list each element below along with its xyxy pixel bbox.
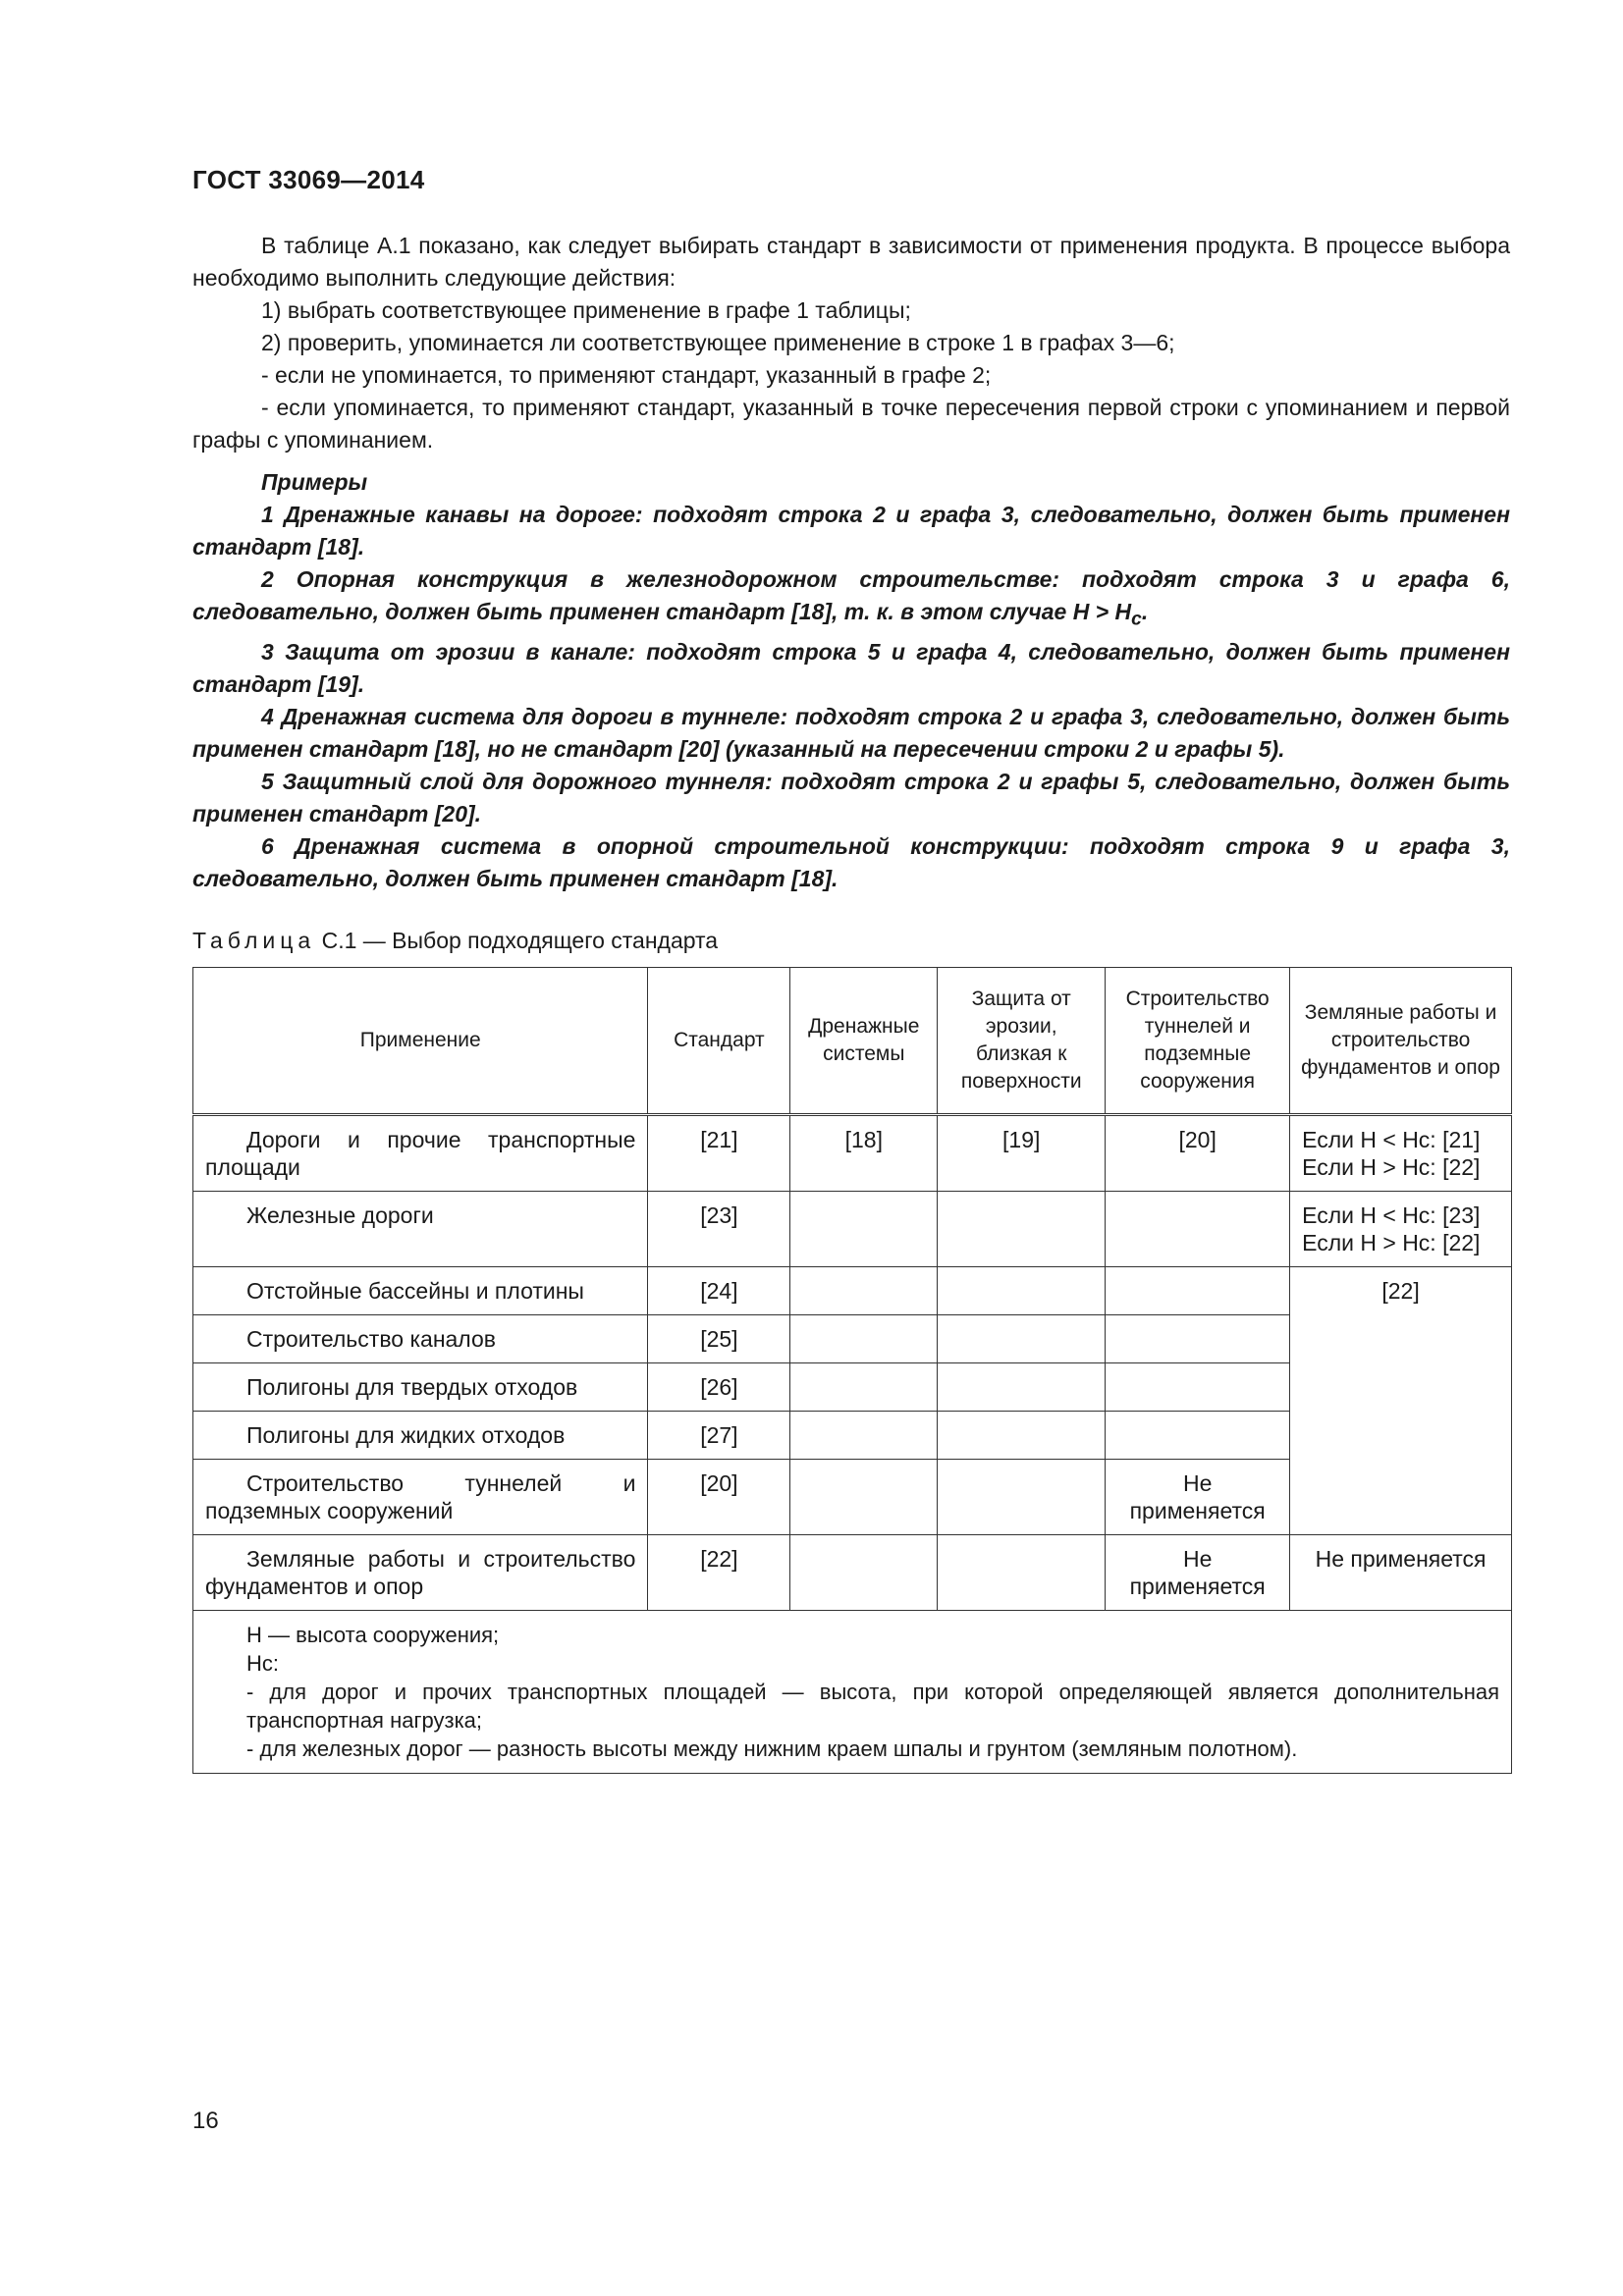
table-notes: [193, 1611, 1512, 1774]
cell-application: Строительство каналов: [193, 1315, 648, 1363]
step-1: 1) выбрать соответствующее применение в графе 1 таблицы;: [261, 297, 911, 323]
note-h: H — высота сооружения;: [246, 1623, 500, 1647]
intro-paragraph: В таблице А.1 показано, как следует выбирать стандарт в зависимости от применения продукта. В процессе выбора необходимо выполнить следующие действия:: [192, 233, 1510, 291]
table-header-row: [193, 968, 1512, 1115]
cell-erosion: [938, 1460, 1106, 1535]
example-3: 3 Защита от эрозии в канале: подходят строка 5 и графа 4, следовательно, должен быть применен стандарт [19].: [192, 638, 1510, 697]
cell-drainage: [790, 1267, 938, 1315]
header-erosion: Защита от эрозии, близкая к поверхности: [938, 968, 1106, 1115]
cell-application: Полигоны для твердых отходов: [193, 1363, 648, 1412]
cell-standard: [24]: [648, 1267, 790, 1315]
example-2-subscript: c: [1131, 609, 1142, 630]
cell-application: Отстойные бассейны и плотины: [193, 1267, 648, 1315]
cell-standard: [27]: [648, 1412, 790, 1460]
dash-item-1: - если не упоминается, то применяют стандарт, указанный в графе 2;: [261, 362, 992, 388]
cell-application: Строительство туннелей и подземных сооружений: [193, 1460, 648, 1535]
cell-earthworks-merged: [22]: [1290, 1267, 1512, 1535]
cell-standard: [25]: [648, 1315, 790, 1363]
cell-drainage: [18]: [790, 1115, 938, 1192]
cell-tunnels: [1106, 1315, 1290, 1363]
example-1: 1 Дренажные канавы на дороге: подходят строка 2 и графа 3, следовательно, должен быть применен стандарт [18].: [192, 502, 1510, 560]
table-caption: [192, 928, 718, 954]
cell-drainage: [790, 1315, 938, 1363]
cell-tunnels: [1106, 1412, 1290, 1460]
table-caption-label: Таблица: [192, 928, 316, 953]
note-rail: - для железных дорог — разность высоты между нижним краем шпалы и грунтом (земляным полотном).: [246, 1736, 1298, 1761]
document-header: ГОСТ 33069—2014: [192, 165, 425, 194]
cell-earthworks: Если H < Hc: [23] Если H > Hc: [22]: [1290, 1192, 1512, 1267]
cell-standard: [23]: [648, 1192, 790, 1267]
header-standard: Стандарт: [648, 968, 790, 1115]
page-number: 16: [192, 2108, 219, 2134]
table-row: [193, 1535, 1512, 1611]
cell-tunnels: [1106, 1192, 1290, 1267]
cell-earthworks: Если H < Hc: [21] Если H > Hc: [22]: [1290, 1115, 1512, 1192]
cell-drainage: [790, 1535, 938, 1611]
example-5: 5 Защитный слой для дорожного туннеля: подходят строка 2 и графы 5, следовательно, должен быть применен стандарт [20].: [192, 768, 1510, 827]
cell-drainage: [790, 1412, 938, 1460]
header-tunnels: Строительство туннелей и подземные сооружения: [1106, 968, 1290, 1115]
cell-erosion: [938, 1267, 1106, 1315]
table-row: [193, 1267, 1512, 1315]
example-2-text: 2 Опорная конструкция в железнодорожном строительстве: подходят строка 3 и графа 6, следовательно, должен быть применен стандарт [18], т. к. в этом случае H > H: [192, 566, 1510, 624]
dash-item-2: - если упоминается, то применяют стандарт, указанный в точке пересечения первой строки с упоминанием и первой графы с упоминанием.: [192, 395, 1510, 453]
example-2: [192, 563, 1510, 636]
cell-tunnels: [20]: [1106, 1115, 1290, 1192]
cell-application: Дороги и прочие транспортные площади: [193, 1115, 648, 1192]
cell-erosion: [938, 1535, 1106, 1611]
cell-standard: [20]: [648, 1460, 790, 1535]
cell-standard: [21]: [648, 1115, 790, 1192]
cell-drainage: [790, 1460, 938, 1535]
table-caption-title: С.1 — Выбор подходящего стандарта: [321, 928, 719, 953]
cell-erosion: [19]: [938, 1115, 1106, 1192]
header-application: Применение: [193, 968, 648, 1115]
example-4: 4 Дренажная система для дороги в туннеле: подходят строка 2 и графа 3, следовательно, должен быть применен стандарт [18], но не стандарт [20] (указанный на пересечении строки 2 и графы 5).: [192, 703, 1510, 762]
cell-drainage: [790, 1192, 938, 1267]
example-6: 6 Дренажная система в опорной строительной конструкции: подходят строка 9 и графа 3, следовательно, должен быть применен стандарт [18].: [192, 832, 1510, 891]
cell-application: Полигоны для жидких отходов: [193, 1412, 648, 1460]
cell-earthworks: Не применяется: [1290, 1535, 1512, 1611]
table-row: [193, 1192, 1512, 1267]
standards-table: [192, 967, 1512, 1774]
example-2-end: .: [1141, 599, 1149, 624]
note-hc: Hc:: [246, 1651, 279, 1676]
header-drainage: Дренажные системы: [790, 968, 938, 1115]
cell-erosion: [938, 1412, 1106, 1460]
table-row: [193, 1115, 1512, 1192]
cell-tunnels: [1106, 1267, 1290, 1315]
body-text: [192, 230, 1510, 895]
cell-erosion: [938, 1315, 1106, 1363]
cell-tunnels: Не применяется: [1106, 1535, 1290, 1611]
table-notes-row: [193, 1611, 1512, 1774]
note-road: - для дорог и прочих транспортных площадей — высота, при которой определяющей является дополнительная транспортная нагрузка;: [246, 1680, 1499, 1733]
cell-erosion: [938, 1192, 1106, 1267]
cell-tunnels: Не применяется: [1106, 1460, 1290, 1535]
cell-tunnels: [1106, 1363, 1290, 1412]
cell-standard: [22]: [648, 1535, 790, 1611]
cell-application: Железные дороги: [193, 1192, 648, 1267]
examples-title: Примеры: [261, 469, 368, 495]
cell-drainage: [790, 1363, 938, 1412]
cell-erosion: [938, 1363, 1106, 1412]
cell-standard: [26]: [648, 1363, 790, 1412]
step-2: 2) проверить, упоминается ли соответствующее применение в строке 1 в графах 3—6;: [261, 330, 1175, 355]
header-earthworks: Земляные работы и строительство фундаментов и опор: [1290, 968, 1512, 1115]
cell-application: Земляные работы и строительство фундаментов и опор: [193, 1535, 648, 1611]
